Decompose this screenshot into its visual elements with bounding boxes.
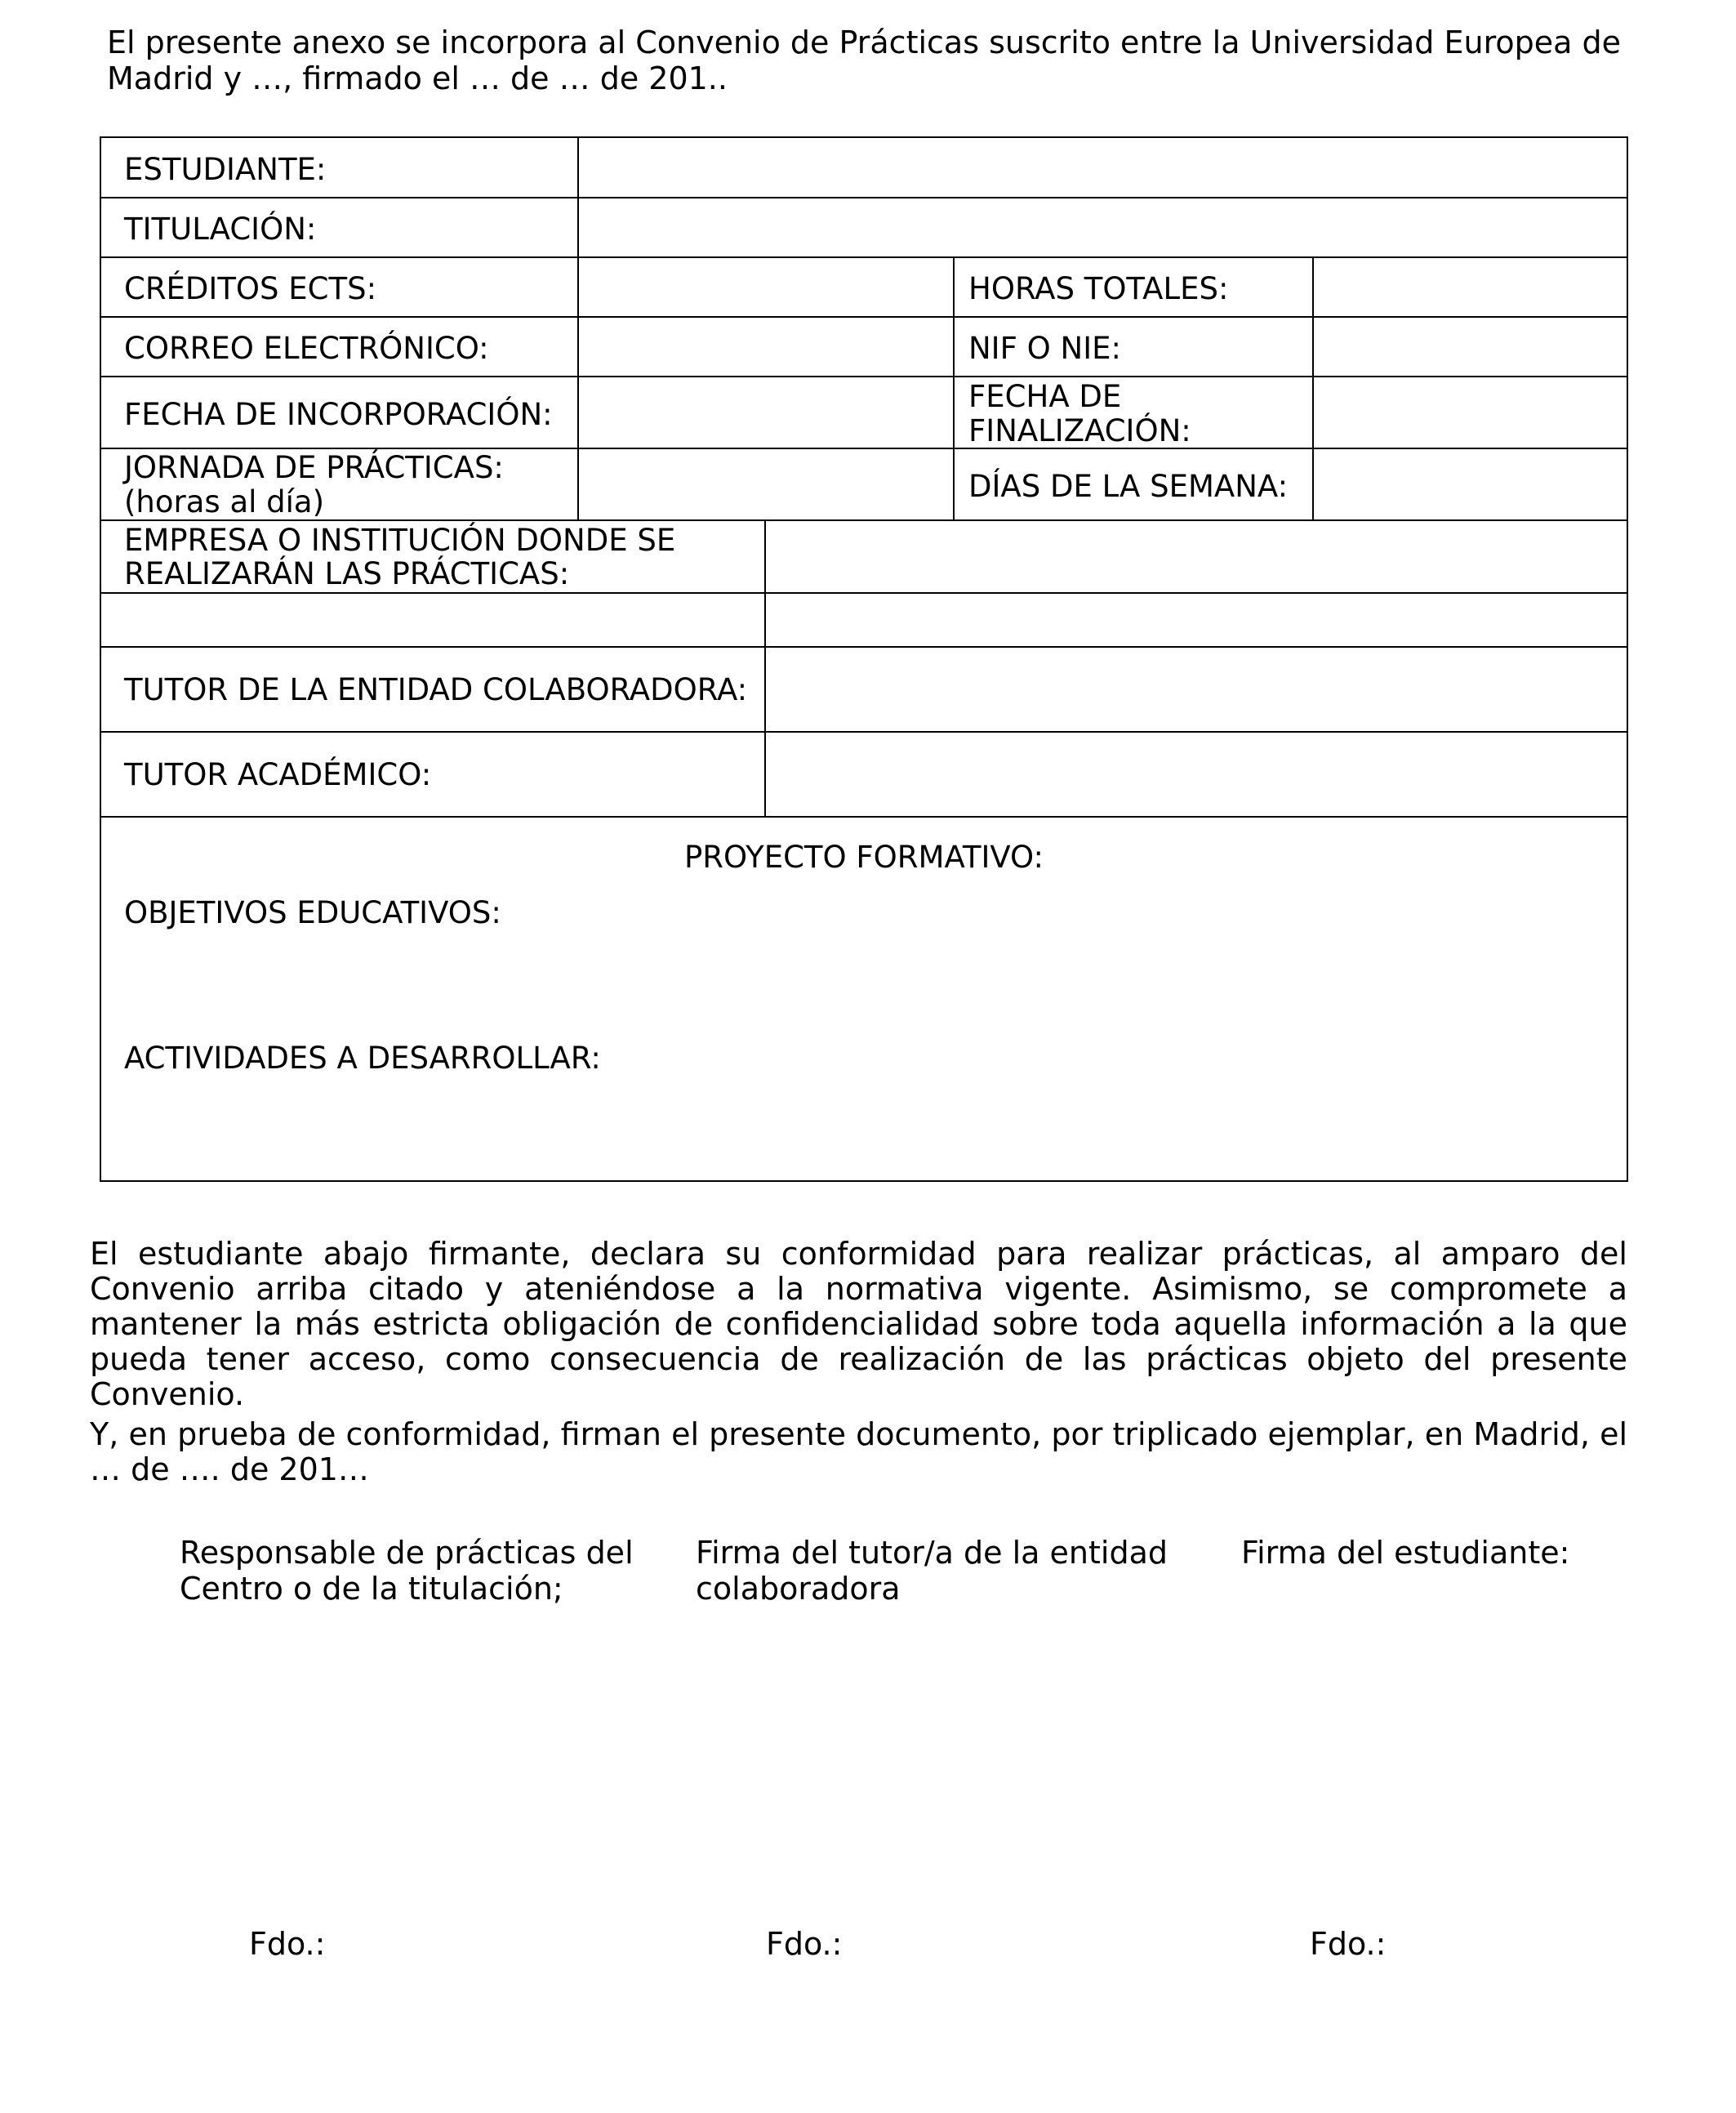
empresa-extra-field[interactable] xyxy=(766,594,1627,646)
creditos-ects-field[interactable] xyxy=(579,258,953,316)
tutor-academico-field[interactable] xyxy=(766,733,1627,816)
actividades-field[interactable] xyxy=(101,1084,1627,1179)
nif-nie-field[interactable] xyxy=(1314,318,1627,376)
correo-electronico-field[interactable] xyxy=(579,318,953,376)
label-proyecto-formativo: PROYECTO FORMATIVO: xyxy=(683,840,1044,875)
signature-tutor-line2: colaboradora xyxy=(696,1571,901,1607)
label-empresa-line1: EMPRESA O INSTITUCIÓN DONDE SE xyxy=(124,523,676,558)
declaration-paragraph: El estudiante abajo firmante, declara su conformidad para realizar prácticas, al amparo del Convenio arriba citado y ateniéndose a la normativa vigente. Asimismo, se compromete a mantener la más estricta obligación de confidencialidad sobre toda aquella información a la que pueda tener acceso, como consecuencia de realización de las prácticas objeto del presente Convenio. xyxy=(90,1236,1627,1412)
row-divider xyxy=(101,816,1627,818)
fdo-tutor: Fdo.: xyxy=(766,1926,843,1962)
objetivos-educativos-field[interactable] xyxy=(101,938,1627,1028)
label-fecha-incorporacion: FECHA DE INCORPORACIÓN: xyxy=(124,397,553,432)
empresa-field[interactable] xyxy=(766,521,1627,592)
label-nif-nie: NIF O NIE: xyxy=(968,331,1121,366)
label-fecha-finalizacion-line1: FECHA DE xyxy=(968,379,1122,414)
intro-paragraph: El presente anexo se incorpora al Convenio de Prácticas suscrito entre la Universidad Europea de Madrid y …, firmado el … de … de 201.. xyxy=(107,25,1621,96)
label-horas-totales: HORAS TOTALES: xyxy=(968,271,1229,306)
label-dias-semana: DÍAS DE LA SEMANA: xyxy=(968,469,1289,504)
signature-responsable-line2: Centro o de la titulación; xyxy=(180,1571,563,1607)
fecha-incorporacion-field[interactable] xyxy=(579,377,953,448)
titulacion-field[interactable] xyxy=(579,198,1627,256)
label-jornada-line2: (horas al día) xyxy=(124,484,325,519)
label-estudiante: ESTUDIANTE: xyxy=(124,152,327,187)
label-objetivos-educativos: OBJETIVOS EDUCATIVOS: xyxy=(124,895,501,930)
label-fecha-finalizacion-line2: FINALIZACIÓN: xyxy=(968,413,1191,448)
signature-estudiante: Firma del estudiante: xyxy=(1241,1535,1570,1571)
label-tutor-entidad: TUTOR DE LA ENTIDAD COLABORADORA: xyxy=(124,672,748,707)
practice-form-table xyxy=(100,136,1628,1182)
fdo-responsable: Fdo.: xyxy=(249,1926,326,1962)
label-tutor-academico: TUTOR ACADÉMICO: xyxy=(124,757,432,792)
label-titulacion: TITULACIÓN: xyxy=(124,212,317,247)
conformity-paragraph: Y, en prueba de conformidad, firman el presente documento, por triplicado ejemplar, en Madrid, el … de …. de 201… xyxy=(90,1416,1627,1487)
estudiante-field[interactable] xyxy=(579,138,1627,197)
fdo-estudiante: Fdo.: xyxy=(1310,1926,1387,1962)
label-jornada-line1: JORNADA DE PRÁCTICAS: xyxy=(124,450,504,485)
horas-totales-field[interactable] xyxy=(1314,258,1627,316)
label-empresa-line2: REALIZARÁN LAS PRÁCTICAS: xyxy=(124,556,570,591)
jornada-practicas-field[interactable] xyxy=(579,449,953,519)
tutor-entidad-field[interactable] xyxy=(766,648,1627,731)
signature-responsable-line1: Responsable de prácticas del xyxy=(180,1535,634,1571)
label-correo-electronico: CORREO ELECTRÓNICO: xyxy=(124,331,489,366)
fecha-finalizacion-field[interactable] xyxy=(1314,377,1627,448)
label-creditos-ects: CRÉDITOS ECTS: xyxy=(124,271,377,306)
label-actividades: ACTIVIDADES A DESARROLLAR: xyxy=(124,1041,601,1076)
signature-tutor-line1: Firma del tutor/a de la entidad xyxy=(696,1535,1168,1571)
dias-semana-field[interactable] xyxy=(1314,449,1627,519)
column-divider xyxy=(953,256,955,519)
